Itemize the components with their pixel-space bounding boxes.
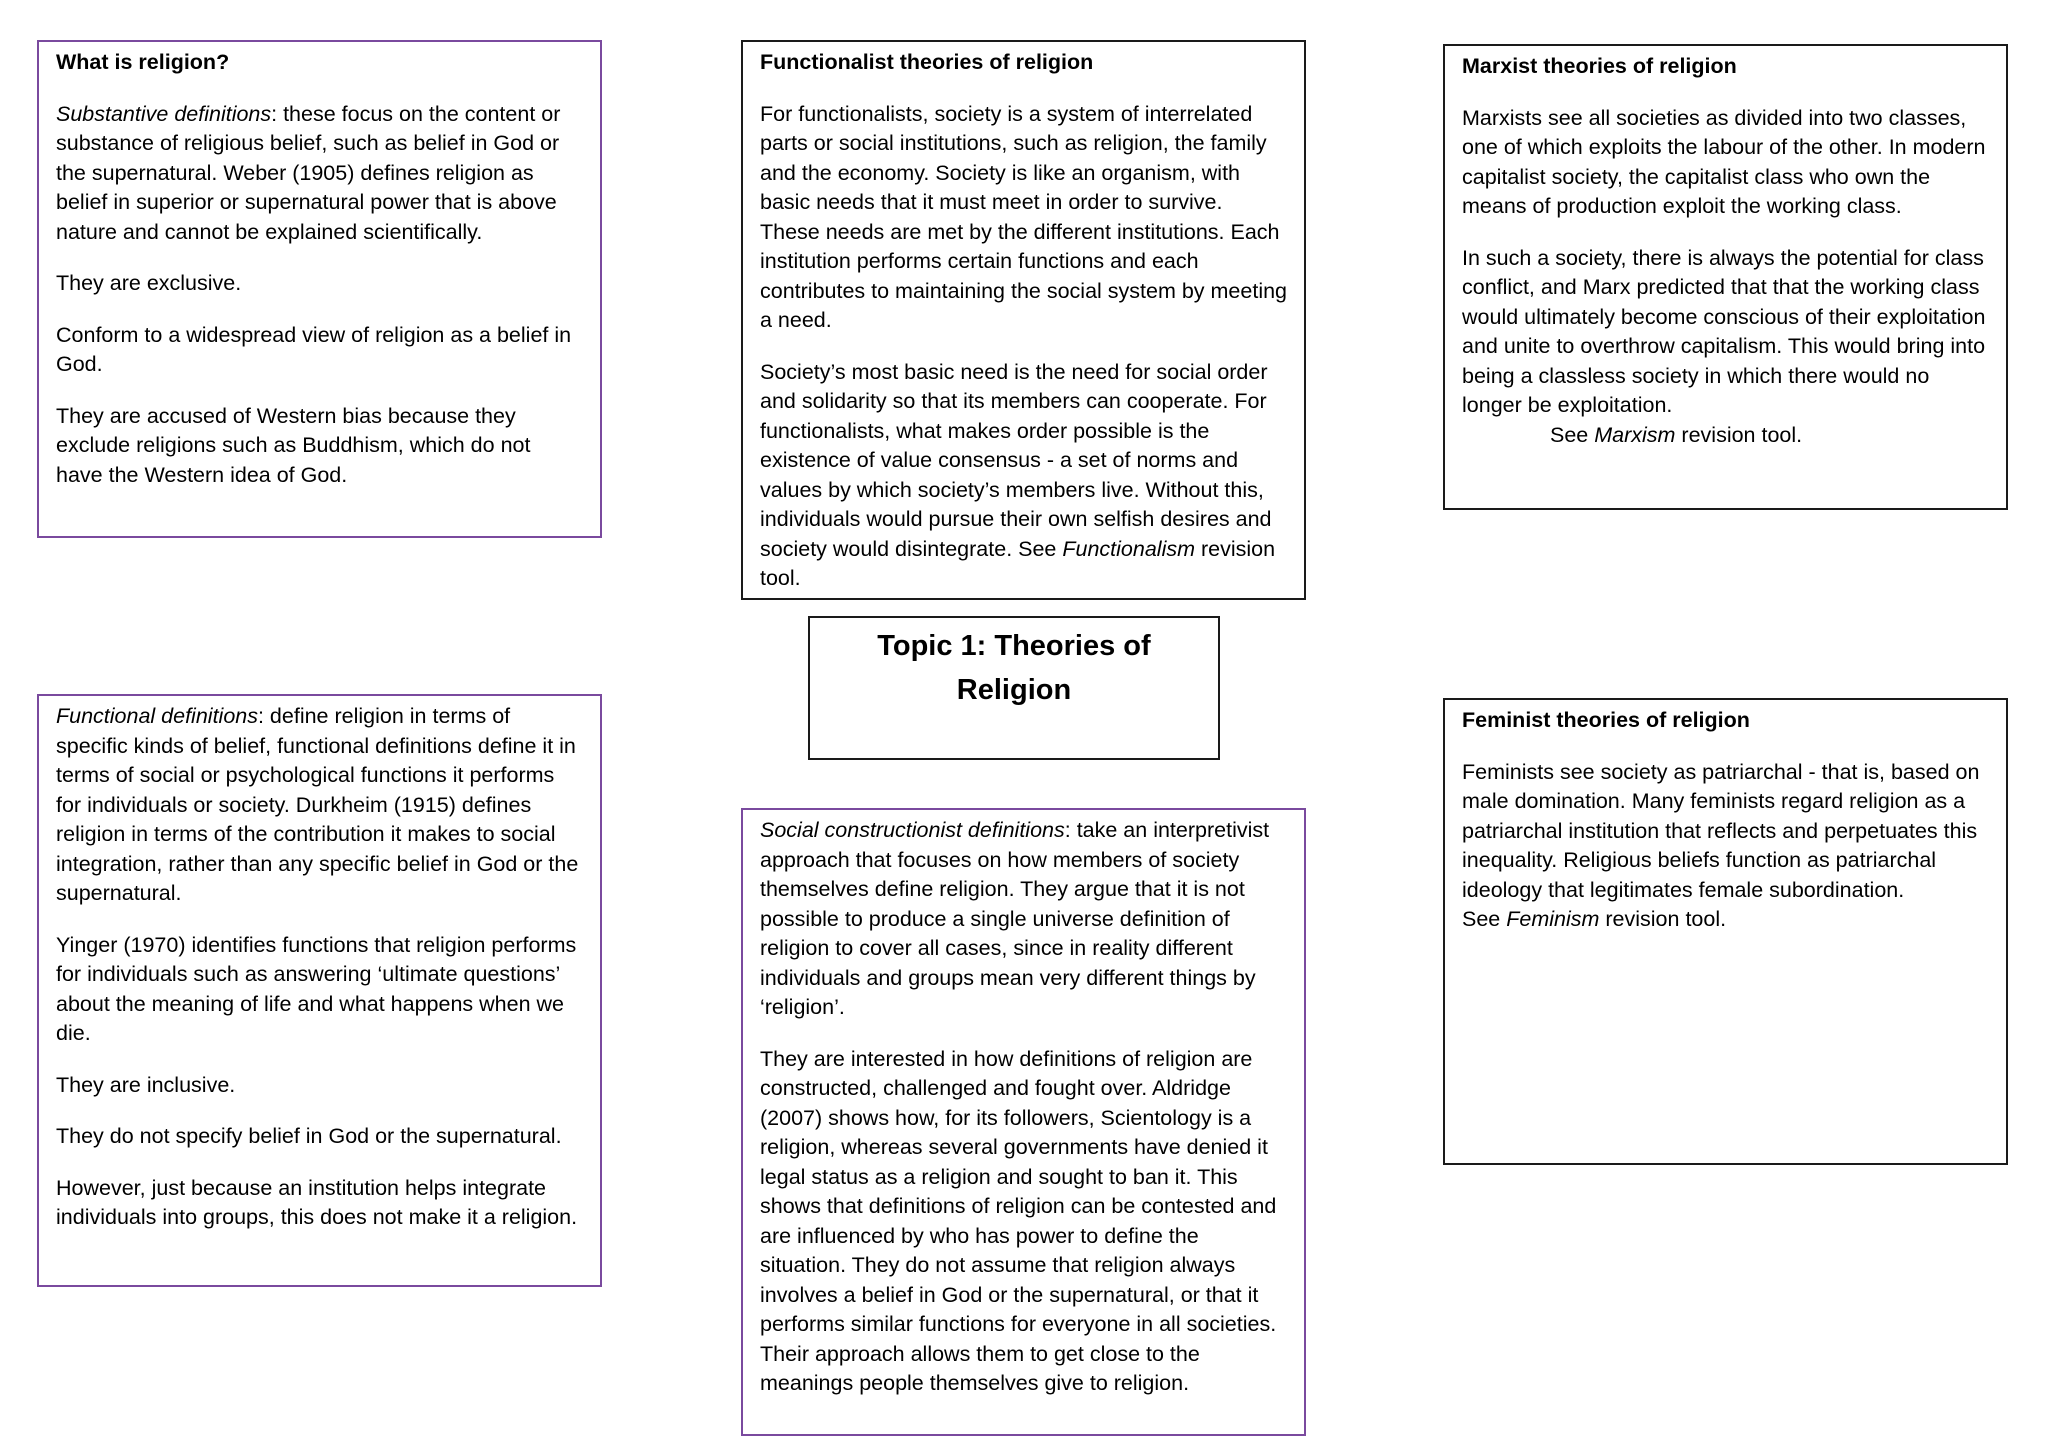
paragraph [1462, 758, 1989, 935]
paragraph: For functionalists, society is a system of interrelated parts or social institutions, such as religion, the family and the economy. Society is like an organism, with basic needs that it must meet in order to survive. These needs are met by the different institutions. Each institution performs certain functions and each contributes to maintaining the social system by meeting a need. [760, 101, 1288, 332]
revision-tool-name: Marxism [1594, 422, 1676, 447]
paragraph [56, 100, 583, 248]
social-constructionist-box [741, 808, 1306, 1436]
paragraph: They are accused of Western bias because they exclude religions such as Buddhism, which do not have the Western idea of God. [56, 403, 531, 487]
term: Functional definitions [56, 704, 258, 728]
paragraph: Yinger (1970) identifies functions that religion performs for individuals such as answering ‘ultimate questions’ about the meaning of life and what happens when we die. [56, 932, 577, 1045]
paragraph: They are interested in how definitions of religion are constructed, challenged and fought over. Aldridge (2007) shows how, for its followers, Scientology is a religion, whereas several governments have denied it legal status as a religion and sought to ban it. This shows that definitions of religion can be contested and are influenced by who has power to define the situation. They do not assume that religion always involves a belief in God or the supernatural, or that it performs similar functions for everyone in all societies. Their approach allows them to get close to the meanings people themselves give to religion. [760, 1046, 1277, 1395]
title-line-1: Topic 1: Theories of [877, 630, 1151, 662]
paragraph: However, just because an institution helps integrate individuals into groups, this does not make it a religion. [56, 1175, 578, 1229]
paragraph: They are exclusive. [56, 271, 242, 295]
paragraph-text: revision tool. [760, 536, 1276, 590]
page-title [808, 616, 1220, 760]
title-line-2: Religion [956, 674, 1072, 706]
what-is-religion-box [37, 40, 602, 538]
box-heading: What is religion? [56, 50, 230, 74]
paragraph: Marxists see all societies as divided into two classes, one of which exploits the labour of the other. In modern capitalist society, the capitalist class who own the means of production exploit the working class. [1462, 105, 1986, 218]
see-also [1462, 421, 1989, 451]
see-text: See [1462, 907, 1507, 931]
box-heading: Feminist theories of religion [1462, 708, 1750, 732]
feminist-theories-box [1443, 698, 2008, 1165]
paragraph: They do not specify belief in God or the supernatural. [56, 1124, 562, 1148]
see-text: revision tool. [1675, 422, 1803, 447]
revision-tool-name: Feminism [1506, 907, 1600, 931]
paragraph [760, 816, 1287, 1023]
paragraph-text: Society’s most basic need is the need for social order and solidarity so that its members can cooperate. For functionalists, what makes order possible is the existence of value consensus - a set of norms and values by which society’s members live. Without this, individuals would pursue their own selfish desires and society would disintegrate. See [760, 359, 1272, 561]
paragraph: In such a society, there is always the potential for class conflict, and Marx predicted that that the working class would ultimately become conscious of their exploitation and unite to overthrow capitalism. This would bring into being a classless society in which there would no longer be exploitation. [1462, 245, 1986, 417]
paragraph-text: : these focus on the content or substance of religious belief, such as belief in God or the supernatural. Weber (1905) defines religion as belief in superior or supernatural power that is above nature and cannot be explained scientifically. [56, 101, 561, 244]
functional-definitions-box [37, 694, 602, 1287]
paragraph: Conform to a widespread view of religion as a belief in God. [56, 322, 572, 376]
term: Substantive definitions [56, 101, 272, 126]
paragraph [760, 358, 1287, 594]
term: Social constructionist definitions [760, 818, 1065, 842]
box-heading: Marxist theories of religion [1462, 54, 1737, 78]
paragraph [56, 702, 583, 909]
paragraph: They are inclusive. [56, 1072, 236, 1097]
functionalist-theories-box [741, 40, 1306, 600]
paragraph-text: Feminists see society as patriarchal - that is, based on male domination. Many feminists regard religion as a patriarchal institution that reflects and perpetuates this inequality. Religious beliefs function as patriarchal ideology that legitimates female subordination. [1462, 759, 1980, 902]
paragraph-text: : take an interpretivist approach that focuses on how members of society themselves define religion. They argue that it is not possible to produce a single universe definition of religion to cover all cases, since in reality different individuals and groups mean very different things by ‘religion’. [760, 818, 1270, 1019]
revision-tool-name: Functionalism [1062, 536, 1196, 561]
see-text: revision tool. [1599, 907, 1727, 931]
see-text: See [1550, 422, 1595, 447]
marxist-theories-box [1443, 44, 2008, 510]
box-heading: Functionalist theories of religion [760, 50, 1094, 74]
paragraph-text: : define religion in terms of specific kinds of belief, functional definitions define it in terms of social or psychological functions it performs for individuals or society. Durkheim (1915) defines religion in terms of the contribution it makes to social integration, rather than any specific belief in God or the supernatural. [56, 704, 579, 905]
